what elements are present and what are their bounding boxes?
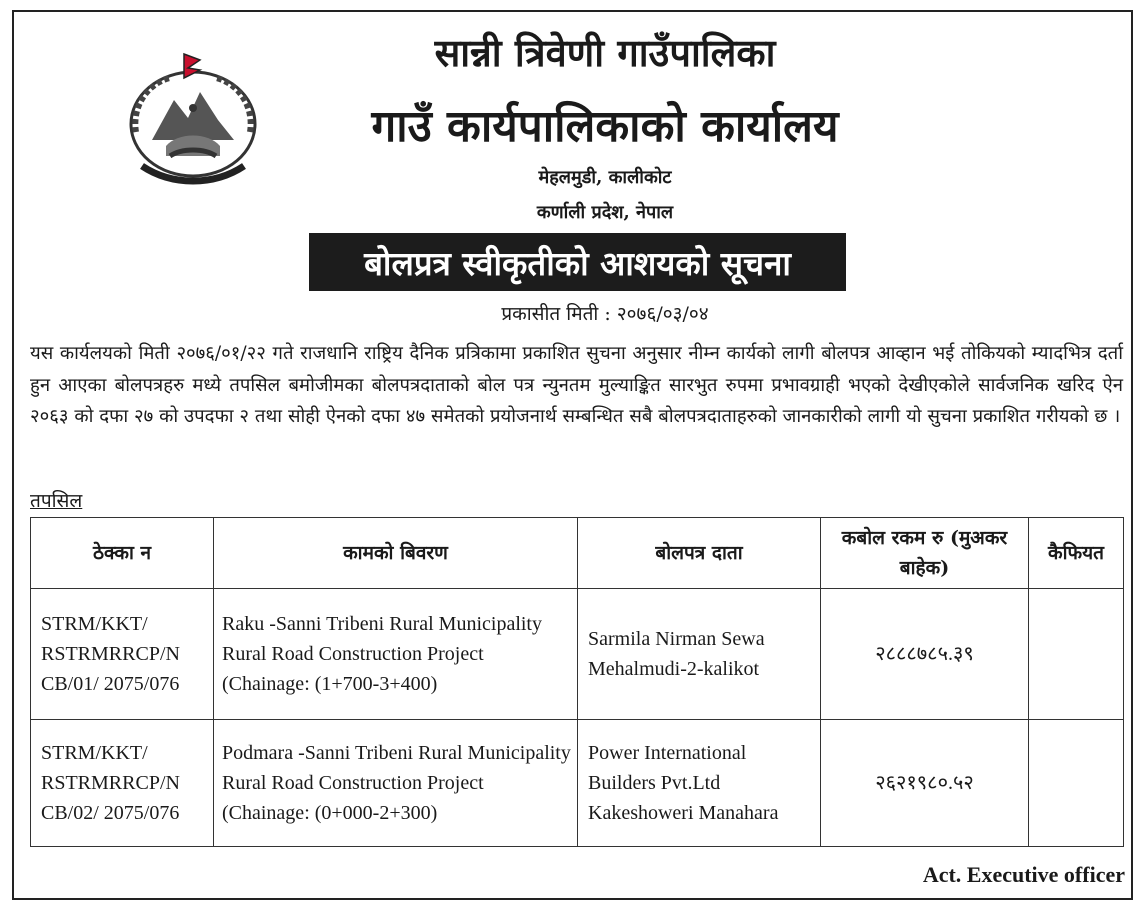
notice-title-banner: बोलप्रत्र स्वीकृतीको आशयको सूचना [309, 233, 846, 291]
table-row [31, 720, 1124, 847]
header-bid-amount: कबोल रकम रु (मुअकर बाहेक) [821, 518, 1029, 589]
header-work-description: कामको बिवरण [214, 518, 578, 589]
header-bidder: बोलपत्र दाता [578, 518, 821, 589]
amount-cell: २८८८७८५.३९ [821, 589, 1029, 720]
contract-no-cell: STRM/KKT/ RSTRMRRCP/N CB/01/ 2075/076 [31, 589, 214, 720]
remarks-cell [1029, 720, 1124, 847]
bidder-cell: Power International Builders Pvt.Ltd Kakeshoweri Manahara [578, 720, 821, 847]
bidder-cell: Sarmila Nirman Sewa Mehalmudi-2-kalikot [578, 589, 821, 720]
schedule-label: तपसिल [30, 490, 83, 512]
signature-line: Act. Executive officer [922, 862, 1125, 887]
office-name: गाउँ कार्यपालिकाको कार्यालय [371, 101, 839, 152]
description-cell: Podmara -Sanni Tribeni Rural Municipality Rural Road Construction Project (Chainage: (0+000-2+300) [214, 720, 578, 847]
description-cell: Raku -Sanni Tribeni Rural Municipality Rural Road Construction Project (Chainage: (1+700-3+400) [214, 589, 578, 720]
notice-body: यस कार्यलयको मिती २०७६/०१/२२ गते राजधानि राष्ट्रिय दैनिक प्रत्रिकामा प्रकाशित सुचना अनुसार नीम्न कार्यको लागी बोलपत्र आव्हान भई तोकियको म्यादभित्र दर्ता हुन आएका बोलपत्रहरु मध्ये तपसिल बमोजीमका बोलपत्रदाताको बोल पत्र न्युनतम मुल्याङ्कित सारभुत रुपमा प्रभावग्राही भएको देखीएकोले सार्वजनिक खरिद ऐन २०६३ को दफा २७ को उपदफा २ तथा सोही ऐनको दफा ४७ समेतको प्रयोजनार्थ सम्बन्धित सबै बोलपत्रदाताहरुको जानकारीको लागी यो सुचना प्रकाशित गरीयको छ । [30, 343, 1123, 427]
published-date: प्रकासीत मिती : २०७६/०३/०४ [501, 303, 709, 325]
bid-award-table [30, 517, 1124, 847]
table-header-row [31, 518, 1124, 589]
table-row [31, 589, 1124, 720]
remarks-cell [1029, 589, 1124, 720]
amount-cell: २६२१९८०.५२ [821, 720, 1029, 847]
header-contract-no: ठेक्का न [31, 518, 214, 589]
municipality-name: सान्नी त्रिवेणी गाउँपालिका [434, 30, 776, 75]
address-line-2: कर्णाली प्रदेश, नेपाल [536, 202, 674, 223]
header-remarks: कैफियत [1029, 518, 1124, 589]
address-line-1: मेहलमुडी, कालीकोट [538, 167, 672, 188]
contract-no-cell: STRM/KKT/ RSTRMRRCP/N CB/02/ 2075/076 [31, 720, 214, 847]
